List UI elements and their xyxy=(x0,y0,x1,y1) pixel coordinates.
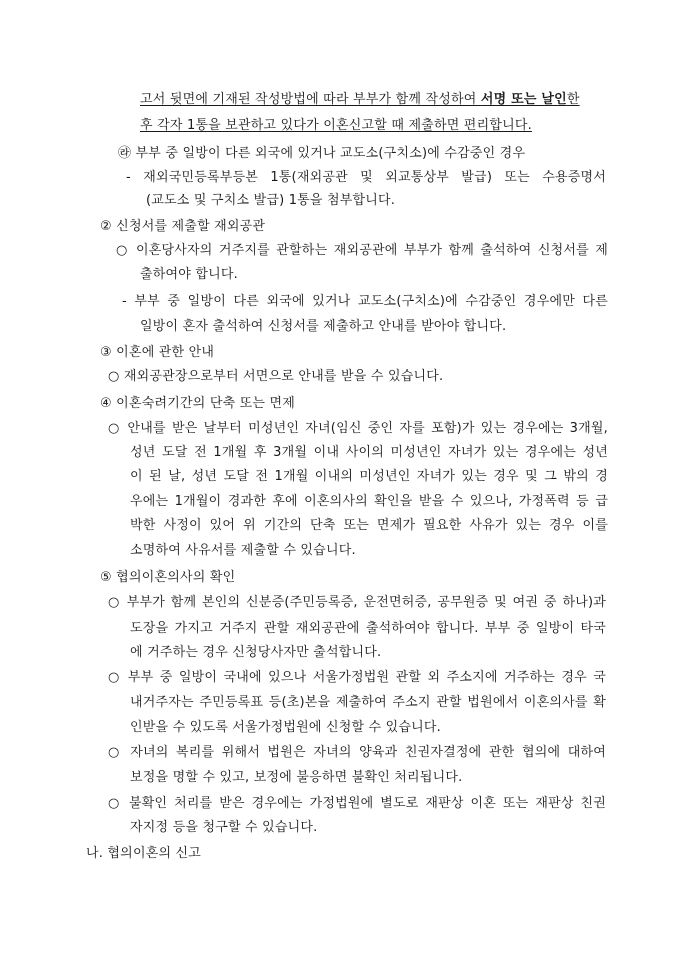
intro-bold-sign: 서명 또는 날인 xyxy=(480,92,567,107)
section-5-bullet-1-line-3: 에 거주하는 경우 신청당사자만 출석합니다. xyxy=(130,645,382,660)
section-5-bullet-4-line-1: ○ 불확인 처리를 받은 경우에는 가정법원에 별도로 재판상 이혼 또는 재판상 친권 xyxy=(108,796,606,811)
intro-text-a: 고서 뒷면에 기재된 작성방법에 따라 부부가 함께 작성하여 xyxy=(140,92,481,107)
section-2-bullet-1-line-2: 출하여야 합니다. xyxy=(140,267,238,282)
section-5-bullet-3-line-2: 보정을 명할 수 있고, 보정에 불응하면 불확인 처리됩니다. xyxy=(130,770,463,785)
section-3-heading: ③ 이혼에 관한 안내 xyxy=(100,345,215,360)
section-5-bullet-1-line-1: ○ 부부가 함께 본인의 신분증(주민등록증, 운전면허증, 공무원증 및 여권 중 하나)과 xyxy=(108,595,606,610)
section-2-dash-line-2: 일방이 혼자 출석하여 신청서를 제출하고 안내를 받아야 합니다. xyxy=(140,319,507,334)
intro-line-1 xyxy=(140,92,606,108)
section-4-line-2: 성년 도달 전 1개월 후 3개월 이내 사이의 미성년인 자녀가 있는 경우에는 성년 xyxy=(130,445,608,460)
item-ra-dash-1: - 재외국민등록부등본 1통(재외공관 및 외교통상부 발급) 또는 수용증명서 xyxy=(126,170,606,185)
section-na-heading: 나. 협의이혼의 신고 xyxy=(86,846,202,861)
section-5-bullet-1-line-2: 도장을 가지고 거주지 관할 재외공관에 출석하여야 합니다. 부부 중 일방이 타국 xyxy=(130,621,606,636)
section-4-line-5: 박한 사정이 있어 위 기간의 단축 또는 면제가 필요한 사유가 있는 경우 이를 xyxy=(130,518,608,533)
section-5-bullet-2-line-2: 내거주자는 주민등록표 등(초)본을 제출하여 주소지 관할 법원에서 이혼의사를 확 xyxy=(130,695,606,710)
section-2-heading: ② 신청서를 제출할 재외공관 xyxy=(100,219,266,234)
item-ra-dash-2: (교도소 및 구치소 발급) 1통을 첨부합니다. xyxy=(146,193,396,208)
section-4-heading: ④ 이혼숙려기간의 단축 또는 면제 xyxy=(100,396,296,411)
section-5-bullet-3-line-1: ○ 자녀의 복리를 위해서 법원은 자녀의 양육과 친권자결정에 관한 협의에 대하여 xyxy=(108,745,606,760)
section-2-dash-line-1: - 부부 중 일방이 다른 외국에 있거나 교도소(구치소)에 수감중인 경우에만 다른 xyxy=(122,294,608,309)
section-5-heading: ⑤ 협의이혼의사의 확인 xyxy=(100,570,236,585)
section-4-line-4: 우에는 1개월이 경과한 후에 이혼의사의 확인을 받을 수 있으나, 가정폭력 등 급 xyxy=(130,494,608,509)
section-3-bullet-1: ○ 재외공관장으로부터 서면으로 안내를 받을 수 있습니다. xyxy=(108,369,444,384)
section-5-bullet-2-line-1: ○ 부부 중 일방이 국내에 있으나 서울가정법원 관할 외 주소지에 거주하는 경우 국 xyxy=(108,670,606,685)
section-2-bullet-1-line-1: ○ 이혼당사자의 거주지를 관할하는 재외공관에 부부가 함께 출석하여 신청서를 제 xyxy=(116,243,608,258)
intro-line-2: 후 각자 1통을 보관하고 있다가 이혼신고할 때 제출하면 편리합니다. xyxy=(140,118,532,133)
section-4-line-3: 이 된 날, 성년 도달 전 1개월 이내의 미성년인 자녀가 있는 경우 및 그 밖의 경 xyxy=(130,469,608,484)
section-5-bullet-2-line-3: 인받을 수 있도록 서울가정법원에 신청할 수 있습니다. xyxy=(130,720,442,735)
section-4-line-6: 소명하여 사유서를 제출할 수 있습니다. xyxy=(130,543,356,558)
section-4-line-1: ○ 안내를 받은 날부터 미성년인 자녀(임신 중인 자를 포함)가 있는 경우에는 3개월, xyxy=(108,421,608,436)
intro-text-b: 한 xyxy=(566,92,580,107)
item-ra-title: ㉱ 부부 중 일방이 다른 외국에 있거나 교도소(구치소)에 수감중인 경우 xyxy=(118,146,526,161)
section-5-bullet-4-line-2: 자지정 등을 청구할 수 있습니다. xyxy=(130,820,318,835)
